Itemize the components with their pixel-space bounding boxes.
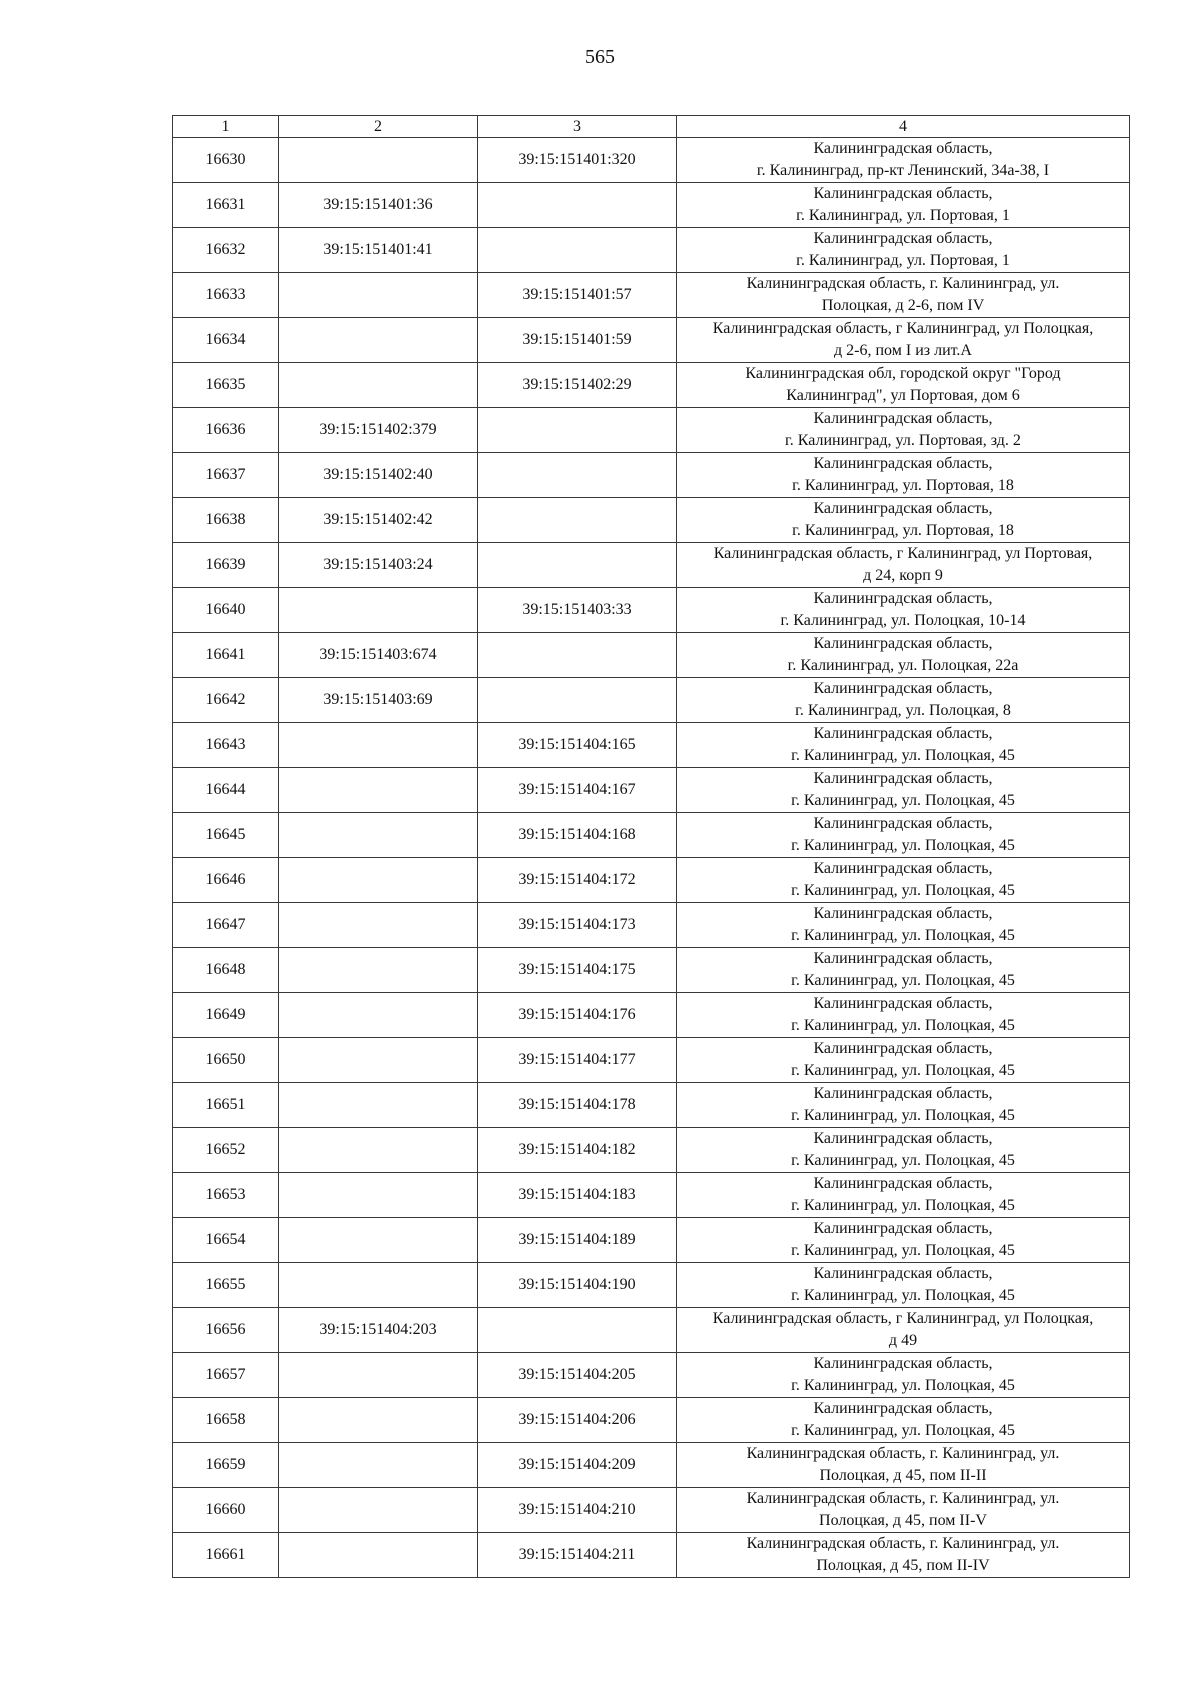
cadastral-number-col2-cell: 39:15:151401:36 (279, 183, 478, 228)
cadastral-number-col3-cell: 39:15:151401:320 (478, 138, 677, 183)
cadastral-number-col3-cell: 39:15:151404:209 (478, 1443, 677, 1488)
address-cell: Калининградская область, г. Калининград, ул. Полоцкая, 45 (677, 1398, 1130, 1443)
table-body (173, 138, 1130, 1578)
cadastral-number-col2-cell (279, 318, 478, 363)
address-cell: Калининградская область, г. Калининград, ул. Полоцкая, д 2-6, пом IV (677, 273, 1130, 318)
table-row (173, 1488, 1130, 1533)
cadastral-number-col3-cell (478, 1308, 677, 1353)
cadastral-number-col3-cell (478, 453, 677, 498)
cadastral-number-col3-cell: 39:15:151401:57 (478, 273, 677, 318)
cadastral-number-col2-cell (279, 363, 478, 408)
address-cell: Калининградская область, г. Калининград, ул. Полоцкая, 45 (677, 1218, 1130, 1263)
cadastral-number-col2-cell (279, 948, 478, 993)
cadastral-number-col3-cell: 39:15:151404:173 (478, 903, 677, 948)
address-cell: Калининградская область, г Калининград, ул Полоцкая, д 2-6, пом I из лит.А (677, 318, 1130, 363)
row-number-cell: 16639 (173, 543, 279, 588)
row-number-cell: 16637 (173, 453, 279, 498)
address-cell: Калининградская область, г. Калининград, ул. Полоцкая, 45 (677, 1128, 1130, 1173)
cadastral-number-col2-cell (279, 1488, 478, 1533)
cadastral-number-col2-cell: 39:15:151402:379 (279, 408, 478, 453)
address-cell: Калининградская область, г. Калининград, ул. Полоцкая, д 45, пом II-V (677, 1488, 1130, 1533)
cadastral-number-col3-cell: 39:15:151404:172 (478, 858, 677, 903)
address-cell: Калининградская область, г. Калининград, ул. Полоцкая, 45 (677, 1083, 1130, 1128)
cadastral-number-col2-cell (279, 1263, 478, 1308)
cadastral-number-col2-cell (279, 813, 478, 858)
address-cell: Калининградская область, г Калининград, ул Портовая, д 24, корп 9 (677, 543, 1130, 588)
cadastral-number-col2-cell: 39:15:151403:674 (279, 633, 478, 678)
address-cell: Калининградская область, г. Калининград, ул. Портовая, 18 (677, 453, 1130, 498)
table-row (173, 1083, 1130, 1128)
cadastral-number-col2-cell (279, 1038, 478, 1083)
table-row (173, 498, 1130, 543)
address-cell: Калининградская область, г. Калининград, ул. Полоцкая, 45 (677, 1353, 1130, 1398)
row-number-cell: 16651 (173, 1083, 279, 1128)
row-number-cell: 16661 (173, 1533, 279, 1578)
row-number-cell: 16643 (173, 723, 279, 768)
address-cell: Калининградская область, г. Калининград, ул. Полоцкая, 45 (677, 1263, 1130, 1308)
table-header (173, 116, 1130, 138)
row-number-cell: 16640 (173, 588, 279, 633)
cadastral-number-col2-cell (279, 768, 478, 813)
row-number-cell: 16631 (173, 183, 279, 228)
row-number-cell: 16642 (173, 678, 279, 723)
row-number-cell: 16654 (173, 1218, 279, 1263)
cadastral-number-col2-cell: 39:15:151404:203 (279, 1308, 478, 1353)
table-row (173, 768, 1130, 813)
cadastral-number-col3-cell (478, 498, 677, 543)
cadastral-number-col2-cell (279, 1128, 478, 1173)
cadastral-number-col3-cell: 39:15:151403:33 (478, 588, 677, 633)
table-row (173, 138, 1130, 183)
table-row (173, 273, 1130, 318)
address-cell: Калининградская область, г. Калининград, ул. Полоцкая, 45 (677, 1038, 1130, 1083)
table-row (173, 228, 1130, 273)
cadastral-number-col3-cell (478, 183, 677, 228)
column-header-4: 4 (677, 116, 1130, 138)
table-row (173, 1218, 1130, 1263)
cadastral-number-col3-cell: 39:15:151404:175 (478, 948, 677, 993)
cadastral-number-col3-cell: 39:15:151404:183 (478, 1173, 677, 1218)
row-number-cell: 16649 (173, 993, 279, 1038)
address-cell: Калининградская обл, городской округ "Город Калининград", ул Портовая, дом 6 (677, 363, 1130, 408)
cadastral-number-col3-cell: 39:15:151404:205 (478, 1353, 677, 1398)
row-number-cell: 16653 (173, 1173, 279, 1218)
row-number-cell: 16632 (173, 228, 279, 273)
address-cell: Калининградская область, г. Калининград, ул. Полоцкая, д 45, пом II-IV (677, 1533, 1130, 1578)
address-cell: Калининградская область, г. Калининград, ул. Полоцкая, 45 (677, 948, 1130, 993)
row-number-cell: 16641 (173, 633, 279, 678)
address-cell: Калининградская область, г. Калининград, ул. Полоцкая, 10-14 (677, 588, 1130, 633)
table-row (173, 1533, 1130, 1578)
address-cell: Калининградская область, г. Калининград, ул. Полоцкая, д 45, пом II-II (677, 1443, 1130, 1488)
cadastral-number-col3-cell: 39:15:151402:29 (478, 363, 677, 408)
address-cell: Калининградская область, г. Калининград, ул. Полоцкая, 45 (677, 723, 1130, 768)
address-cell: Калининградская область, г. Калининград, ул. Полоцкая, 22а (677, 633, 1130, 678)
address-cell: Калининградская область, г. Калининград, ул. Портовая, 1 (677, 228, 1130, 273)
address-cell: Калининградская область, г. Калининград, ул. Полоцкая, 8 (677, 678, 1130, 723)
table-row (173, 408, 1130, 453)
row-number-cell: 16647 (173, 903, 279, 948)
cadastral-number-col2-cell (279, 1173, 478, 1218)
row-number-cell: 16646 (173, 858, 279, 903)
column-header-1: 1 (173, 116, 279, 138)
address-cell: Калининградская область, г. Калининград, ул. Полоцкая, 45 (677, 993, 1130, 1038)
cadastral-number-col3-cell (478, 408, 677, 453)
cadastral-number-col3-cell: 39:15:151404:210 (478, 1488, 677, 1533)
cadastral-number-col2-cell (279, 993, 478, 1038)
table-row (173, 1398, 1130, 1443)
table-row (173, 903, 1130, 948)
page-number: 565 (585, 46, 615, 68)
row-number-cell: 16652 (173, 1128, 279, 1173)
cadastral-number-col2-cell (279, 1533, 478, 1578)
cadastral-number-col3-cell: 39:15:151404:176 (478, 993, 677, 1038)
address-cell: Калининградская область, г. Калининград, ул. Портовая, 18 (677, 498, 1130, 543)
row-number-cell: 16630 (173, 138, 279, 183)
table-row (173, 318, 1130, 363)
address-cell: Калининградская область, г. Калининград, ул. Портовая, 1 (677, 183, 1130, 228)
cadastral-number-col2-cell (279, 1353, 478, 1398)
row-number-cell: 16634 (173, 318, 279, 363)
table-row (173, 363, 1130, 408)
table-row (173, 948, 1130, 993)
table-row (173, 1443, 1130, 1488)
cadastral-number-col2-cell (279, 138, 478, 183)
cadastral-number-col3-cell: 39:15:151404:165 (478, 723, 677, 768)
row-number-cell: 16650 (173, 1038, 279, 1083)
cadastral-number-col3-cell: 39:15:151404:168 (478, 813, 677, 858)
registry-table (172, 115, 1130, 1578)
cadastral-number-col2-cell (279, 903, 478, 948)
table-row (173, 588, 1130, 633)
table-row (173, 1038, 1130, 1083)
cadastral-number-col2-cell (279, 273, 478, 318)
cadastral-number-col3-cell: 39:15:151404:190 (478, 1263, 677, 1308)
cadastral-number-col3-cell: 39:15:151404:189 (478, 1218, 677, 1263)
address-cell: Калининградская область, г. Калининград, ул. Полоцкая, 45 (677, 1173, 1130, 1218)
row-number-cell: 16648 (173, 948, 279, 993)
address-cell: Калининградская область, г. Калининград, ул. Полоцкая, 45 (677, 813, 1130, 858)
row-number-cell: 16655 (173, 1263, 279, 1308)
header-row (173, 116, 1130, 138)
cadastral-number-col3-cell: 39:15:151401:59 (478, 318, 677, 363)
table-row (173, 813, 1130, 858)
cadastral-number-col2-cell: 39:15:151403:69 (279, 678, 478, 723)
cadastral-number-col3-cell (478, 543, 677, 588)
cadastral-number-col2-cell (279, 588, 478, 633)
row-number-cell: 16638 (173, 498, 279, 543)
cadastral-number-col3-cell: 39:15:151404:177 (478, 1038, 677, 1083)
cadastral-number-col2-cell (279, 1083, 478, 1128)
cadastral-number-col3-cell: 39:15:151404:182 (478, 1128, 677, 1173)
cadastral-number-col2-cell: 39:15:151402:42 (279, 498, 478, 543)
cadastral-number-col3-cell (478, 228, 677, 273)
address-cell: Калининградская область, г. Калининград, пр-кт Ленинский, 34а-38, I (677, 138, 1130, 183)
table-row (173, 1128, 1130, 1173)
cadastral-number-col2-cell: 39:15:151401:41 (279, 228, 478, 273)
table-row (173, 453, 1130, 498)
table-row (173, 1263, 1130, 1308)
row-number-cell: 16635 (173, 363, 279, 408)
table-row (173, 723, 1130, 768)
column-header-3: 3 (478, 116, 677, 138)
address-cell: Калининградская область, г. Калининград, ул. Портовая, зд. 2 (677, 408, 1130, 453)
cadastral-number-col3-cell: 39:15:151404:211 (478, 1533, 677, 1578)
address-cell: Калининградская область, г. Калининград, ул. Полоцкая, 45 (677, 903, 1130, 948)
table-row (173, 678, 1130, 723)
table-row (173, 183, 1130, 228)
cadastral-number-col2-cell (279, 858, 478, 903)
row-number-cell: 16633 (173, 273, 279, 318)
cadastral-number-col3-cell: 39:15:151404:206 (478, 1398, 677, 1443)
address-cell: Калининградская область, г. Калининград, ул. Полоцкая, 45 (677, 768, 1130, 813)
cadastral-number-col2-cell (279, 723, 478, 768)
cadastral-number-col3-cell (478, 633, 677, 678)
table-row (173, 633, 1130, 678)
address-cell: Калининградская область, г Калининград, ул Полоцкая, д 49 (677, 1308, 1130, 1353)
table-row (173, 1173, 1130, 1218)
row-number-cell: 16660 (173, 1488, 279, 1533)
cadastral-number-col2-cell (279, 1218, 478, 1263)
cadastral-number-col2-cell: 39:15:151402:40 (279, 453, 478, 498)
table-row (173, 858, 1130, 903)
row-number-cell: 16636 (173, 408, 279, 453)
cadastral-number-col2-cell: 39:15:151403:24 (279, 543, 478, 588)
table-row (173, 1353, 1130, 1398)
cadastral-number-col3-cell: 39:15:151404:178 (478, 1083, 677, 1128)
row-number-cell: 16645 (173, 813, 279, 858)
row-number-cell: 16644 (173, 768, 279, 813)
cadastral-number-col2-cell (279, 1443, 478, 1488)
cadastral-number-col3-cell (478, 678, 677, 723)
column-header-2: 2 (279, 116, 478, 138)
table-row (173, 543, 1130, 588)
row-number-cell: 16656 (173, 1308, 279, 1353)
row-number-cell: 16659 (173, 1443, 279, 1488)
row-number-cell: 16658 (173, 1398, 279, 1443)
table-row (173, 1308, 1130, 1353)
address-cell: Калининградская область, г. Калининград, ул. Полоцкая, 45 (677, 858, 1130, 903)
table-row (173, 993, 1130, 1038)
cadastral-number-col3-cell: 39:15:151404:167 (478, 768, 677, 813)
row-number-cell: 16657 (173, 1353, 279, 1398)
cadastral-number-col2-cell (279, 1398, 478, 1443)
